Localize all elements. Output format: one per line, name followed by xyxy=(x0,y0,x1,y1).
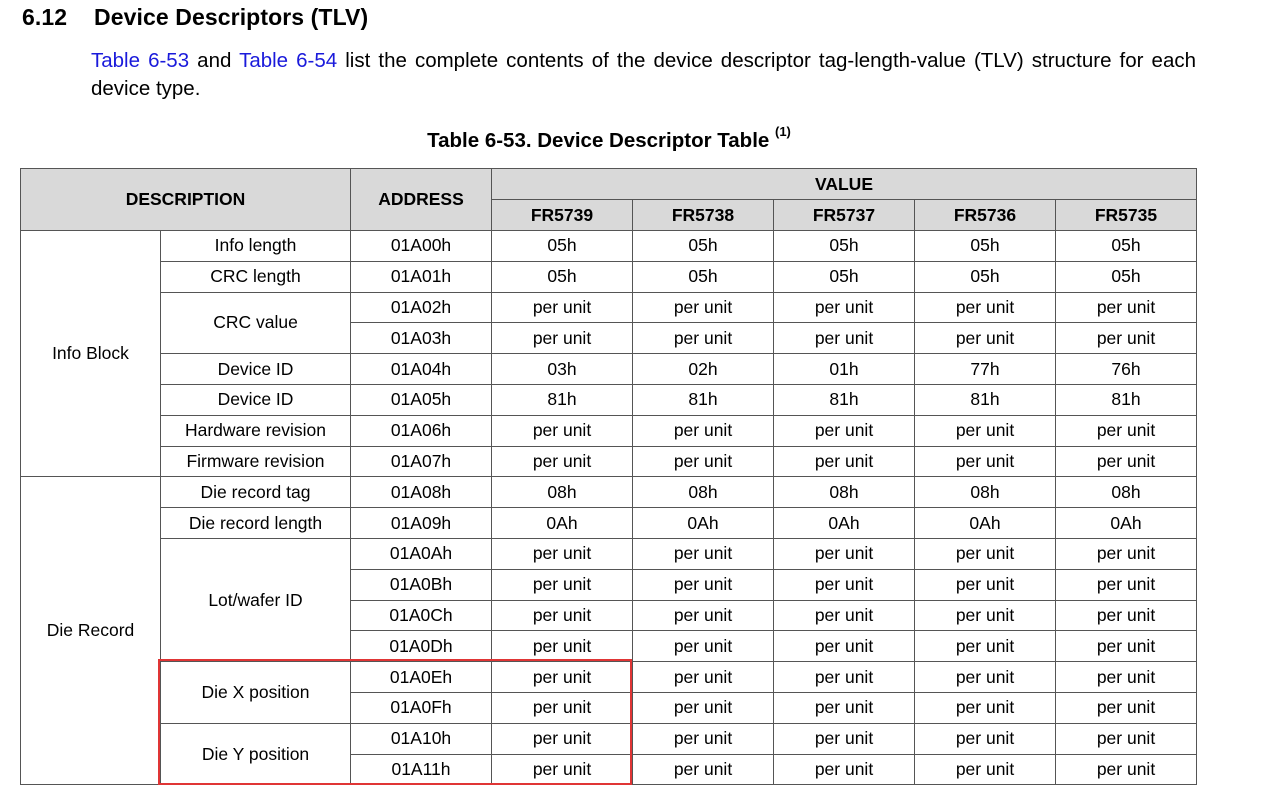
value-cell: per unit xyxy=(774,692,915,723)
address-cell: 01A0Fh xyxy=(351,692,492,723)
value-cell: per unit xyxy=(492,323,633,354)
value-cell: 0Ah xyxy=(915,508,1056,539)
table-row xyxy=(21,723,1197,754)
header-device: FR5739 xyxy=(492,200,633,231)
value-cell: 08h xyxy=(774,477,915,508)
value-cell: 0Ah xyxy=(633,508,774,539)
value-cell: per unit xyxy=(633,662,774,693)
address-cell: 01A08h xyxy=(351,477,492,508)
header-device: FR5736 xyxy=(915,200,1056,231)
value-cell: per unit xyxy=(774,600,915,631)
value-cell: per unit xyxy=(492,569,633,600)
value-cell: per unit xyxy=(915,292,1056,323)
value-cell: per unit xyxy=(492,446,633,477)
value-cell: per unit xyxy=(1056,538,1197,569)
address-cell: 01A01h xyxy=(351,261,492,292)
description-cell: Die X position xyxy=(161,662,351,724)
value-cell: per unit xyxy=(1056,631,1197,662)
value-cell: 01h xyxy=(774,354,915,385)
table-row xyxy=(21,538,1197,569)
value-cell: per unit xyxy=(1056,415,1197,446)
value-cell: 05h xyxy=(492,261,633,292)
value-cell: 05h xyxy=(1056,231,1197,262)
group-label: Info Block xyxy=(21,231,161,477)
value-cell: per unit xyxy=(774,323,915,354)
value-cell: per unit xyxy=(774,754,915,785)
header-value: VALUE xyxy=(492,169,1197,200)
table-6-53-link[interactable]: Table 6-53 xyxy=(91,49,190,72)
value-cell: 05h xyxy=(915,261,1056,292)
value-cell: 0Ah xyxy=(1056,508,1197,539)
address-cell: 01A0Dh xyxy=(351,631,492,662)
value-cell: per unit xyxy=(633,292,774,323)
description-cell: Lot/wafer ID xyxy=(161,538,351,661)
value-cell: per unit xyxy=(633,631,774,662)
table-row xyxy=(21,231,1197,262)
value-cell: 08h xyxy=(1056,477,1197,508)
value-cell: 05h xyxy=(774,261,915,292)
value-cell: per unit xyxy=(774,538,915,569)
value-cell: per unit xyxy=(1056,600,1197,631)
table-row xyxy=(21,446,1197,477)
footnote-ref[interactable]: (1) xyxy=(775,124,791,139)
value-cell: per unit xyxy=(915,600,1056,631)
value-cell: per unit xyxy=(633,754,774,785)
value-cell: per unit xyxy=(492,662,633,693)
address-cell: 01A0Ch xyxy=(351,600,492,631)
section-title: Device Descriptors (TLV) xyxy=(94,4,369,30)
table-row xyxy=(21,415,1197,446)
value-cell: per unit xyxy=(915,323,1056,354)
address-cell: 01A09h xyxy=(351,508,492,539)
device-descriptor-table xyxy=(20,168,1197,785)
value-cell: 05h xyxy=(633,231,774,262)
value-cell: per unit xyxy=(774,631,915,662)
value-cell: per unit xyxy=(633,692,774,723)
paragraph-text: list the complete contents of the device descriptor tag-length-value (TLV) structure for each device type. xyxy=(91,49,1197,100)
value-cell: 05h xyxy=(915,231,1056,262)
value-cell: per unit xyxy=(915,723,1056,754)
value-cell: per unit xyxy=(1056,292,1197,323)
value-cell: per unit xyxy=(915,569,1056,600)
table-row xyxy=(21,662,1197,693)
address-cell: 01A00h xyxy=(351,231,492,262)
value-cell: 08h xyxy=(915,477,1056,508)
value-cell: per unit xyxy=(774,446,915,477)
table-row xyxy=(21,261,1197,292)
value-cell: per unit xyxy=(633,323,774,354)
value-cell: per unit xyxy=(774,292,915,323)
value-cell: per unit xyxy=(492,600,633,631)
value-cell: 81h xyxy=(774,384,915,415)
value-cell: 81h xyxy=(915,384,1056,415)
address-cell: 01A04h xyxy=(351,354,492,385)
value-cell: 03h xyxy=(492,354,633,385)
value-cell: per unit xyxy=(633,538,774,569)
value-cell: per unit xyxy=(915,692,1056,723)
value-cell: per unit xyxy=(1056,569,1197,600)
value-cell: 05h xyxy=(492,231,633,262)
table-caption-title: Table 6-53. Device Descriptor Table xyxy=(427,128,775,152)
value-cell: per unit xyxy=(915,538,1056,569)
address-cell: 01A03h xyxy=(351,323,492,354)
description-cell: Device ID xyxy=(161,354,351,385)
table-row xyxy=(21,292,1197,323)
value-cell: per unit xyxy=(492,692,633,723)
header-device: FR5735 xyxy=(1056,200,1197,231)
value-cell: per unit xyxy=(492,631,633,662)
value-cell: per unit xyxy=(774,569,915,600)
value-cell: per unit xyxy=(633,446,774,477)
description-cell: Device ID xyxy=(161,384,351,415)
value-cell: 05h xyxy=(633,261,774,292)
description-cell: CRC value xyxy=(161,292,351,354)
table-row xyxy=(21,354,1197,385)
value-cell: 0Ah xyxy=(774,508,915,539)
table-caption xyxy=(0,124,1218,153)
value-cell: per unit xyxy=(915,754,1056,785)
description-cell: Hardware revision xyxy=(161,415,351,446)
address-cell: 01A11h xyxy=(351,754,492,785)
address-cell: 01A0Eh xyxy=(351,662,492,693)
address-cell: 01A0Bh xyxy=(351,569,492,600)
description-cell: Firmware revision xyxy=(161,446,351,477)
section-number: 6.12 xyxy=(22,4,68,30)
value-cell: per unit xyxy=(1056,446,1197,477)
table-row xyxy=(21,508,1197,539)
description-cell: Die Y position xyxy=(161,723,351,785)
description-cell: Info length xyxy=(161,231,351,262)
value-cell: 05h xyxy=(774,231,915,262)
value-cell: 81h xyxy=(1056,384,1197,415)
value-cell: per unit xyxy=(774,662,915,693)
value-cell: per unit xyxy=(774,723,915,754)
address-cell: 01A0Ah xyxy=(351,538,492,569)
table-row xyxy=(21,384,1197,415)
header-description: DESCRIPTION xyxy=(21,169,351,231)
value-cell: 81h xyxy=(633,384,774,415)
address-cell: 01A10h xyxy=(351,723,492,754)
value-cell: 05h xyxy=(1056,261,1197,292)
value-cell: per unit xyxy=(633,600,774,631)
section-heading xyxy=(22,4,368,31)
header-row xyxy=(21,169,1197,200)
header-device: FR5738 xyxy=(633,200,774,231)
value-cell: per unit xyxy=(492,415,633,446)
group-label: Die Record xyxy=(21,477,161,785)
value-cell: per unit xyxy=(1056,754,1197,785)
table-6-54-link[interactable]: Table 6-54 xyxy=(239,49,338,72)
value-cell: per unit xyxy=(1056,723,1197,754)
value-cell: per unit xyxy=(915,415,1056,446)
value-cell: 08h xyxy=(492,477,633,508)
value-cell: per unit xyxy=(492,538,633,569)
value-cell: per unit xyxy=(633,569,774,600)
value-cell: per unit xyxy=(492,754,633,785)
paragraph-text: and xyxy=(189,49,240,72)
description-cell: Die record length xyxy=(161,508,351,539)
value-cell: per unit xyxy=(915,631,1056,662)
value-cell: 76h xyxy=(1056,354,1197,385)
value-cell: per unit xyxy=(1056,692,1197,723)
value-cell: per unit xyxy=(1056,323,1197,354)
value-cell: per unit xyxy=(915,446,1056,477)
value-cell: per unit xyxy=(774,415,915,446)
table-row xyxy=(21,477,1197,508)
description-cell: CRC length xyxy=(161,261,351,292)
value-cell: 0Ah xyxy=(492,508,633,539)
value-cell: 02h xyxy=(633,354,774,385)
value-cell: per unit xyxy=(492,292,633,323)
description-cell: Die record tag xyxy=(161,477,351,508)
value-cell: per unit xyxy=(915,662,1056,693)
address-cell: 01A05h xyxy=(351,384,492,415)
value-cell: per unit xyxy=(1056,662,1197,693)
value-cell: per unit xyxy=(492,723,633,754)
value-cell: per unit xyxy=(633,723,774,754)
address-cell: 01A02h xyxy=(351,292,492,323)
intro-paragraph xyxy=(91,47,1196,103)
value-cell: 08h xyxy=(633,477,774,508)
address-cell: 01A06h xyxy=(351,415,492,446)
value-cell: 77h xyxy=(915,354,1056,385)
address-cell: 01A07h xyxy=(351,446,492,477)
header-device: FR5737 xyxy=(774,200,915,231)
value-cell: 81h xyxy=(492,384,633,415)
header-address: ADDRESS xyxy=(351,169,492,231)
value-cell: per unit xyxy=(633,415,774,446)
